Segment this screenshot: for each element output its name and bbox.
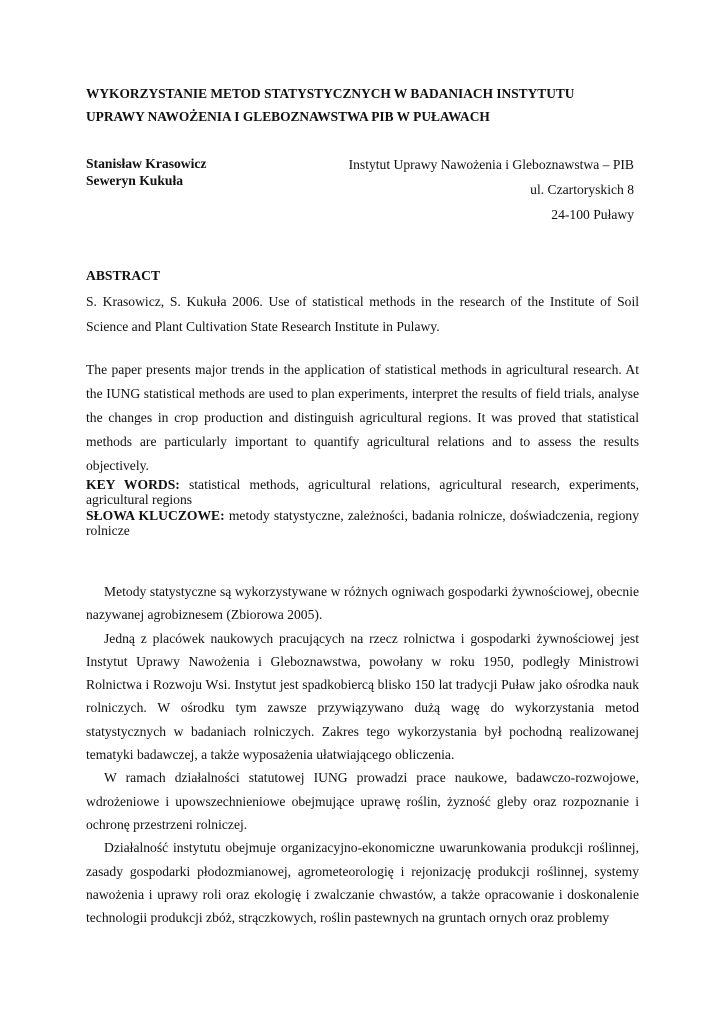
keywords-en <box>86 478 639 507</box>
affiliation <box>349 152 634 227</box>
body-paragraph: Jedną z placówek naukowych pracujących na rzecz rolnictwa i gospodarki żywnościowej jest Instytut Uprawy Nawożenia i Gleboznawstwa, powołany w roku 1950, podległy Ministrowi Rolnictwa i Rozwoju Wsi. Instytut jest spadkobiercą blisko 150 lat tradycji Puław jako ośrodka nauk rolniczych. W ośrodku tym zawsze przywiązywano dużą wagę do wykorzystania metod statystycznych w badaniach rolniczych. Zakres tego wykorzystania był pochodną realizowanej tematyki badawczej, a także wyposażenia ułatwiającego obliczenia. <box>86 630 639 763</box>
abstract-text: The paper presents major trends in the application of statistical methods in agricultural research. At the IUNG statistical methods are used to plan experiments, interpret the results of field trials, analyse the changes in crop production and distinguish agricultural regions. It was proved that statistical methods are particularly important to quantify agricultural relations and to assess the results objectively. <box>86 362 639 473</box>
body-paragraph: W ramach działalności statutowej IUNG prowadzi prace naukowe, badawczo-rozwojowe, wdrożeniowe i upowszechnieniowe obejmujące uprawę roślin, żyzność gleby oraz rozpoznanie i ochronę przestrzeni rolniczej. <box>86 770 639 832</box>
keywords-pl-label: SŁOWA KLUCZOWE: <box>86 508 225 523</box>
title-line-1: WYKORZYSTANIE METOD STATYSTYCZNYCH W BADANIACH INSTYTUTU <box>86 86 575 101</box>
affiliation-institute: Instytut Uprawy Nawożenia i Gleboznawstwa – PIB <box>348 157 634 172</box>
author-name: Stanisław Krasowicz <box>86 156 207 171</box>
keywords-pl <box>86 509 639 538</box>
body-paragraph: Metody statystyczne są wykorzystywane w różnych ogniwach gospodarki żywnościowej, obecnie nazywanej agrobiznesem (Zbiorowa 2005). <box>86 584 639 623</box>
author-name: Seweryn Kukuła <box>86 173 184 188</box>
affiliation-street: ul. Czartoryskich 8 <box>530 182 634 197</box>
keywords-pl-text: metody statystyczne, zależności, badania rolnicze, doświadczenia, regiony rolnicze <box>86 508 639 538</box>
keywords-en-label: KEY WORDS: <box>86 477 180 492</box>
abstract-citation: S. Krasowicz, S. Kukuła 2006. Use of statistical methods in the research of the Institute of Soil Science and Plant Cultivation State Research Institute in Pulawy. <box>86 294 639 334</box>
paper-title <box>86 82 646 128</box>
body-paragraph: Działalność instytutu obejmuje organizacyjno-ekonomiczne uwarunkowania produkcji roślinnej, zasady gospodarki płodozmianowej, agrometeorologię i rejonizację produkcji roślinnej, systemy nawożenia i uprawy roli oraz ekologię i zwalczanie chwastów, a także opracowanie i doskonalenie technologii produkcji zbóż, strączkowych, roślin pastewnych na gruntach ornych oraz problemy <box>86 840 639 926</box>
author-list <box>86 155 206 189</box>
affiliation-city: 24-100 Puławy <box>551 207 634 222</box>
title-line-2: UPRAWY NAWOŻENIA I GLEBOZNAWSTWA PIB W PUŁAWACH <box>86 109 490 124</box>
keywords-en-text: statistical methods, agricultural relations, agricultural research, experiments, agricultural regions <box>86 477 639 507</box>
abstract-heading: ABSTRACT <box>86 268 161 283</box>
body-text <box>86 580 639 929</box>
